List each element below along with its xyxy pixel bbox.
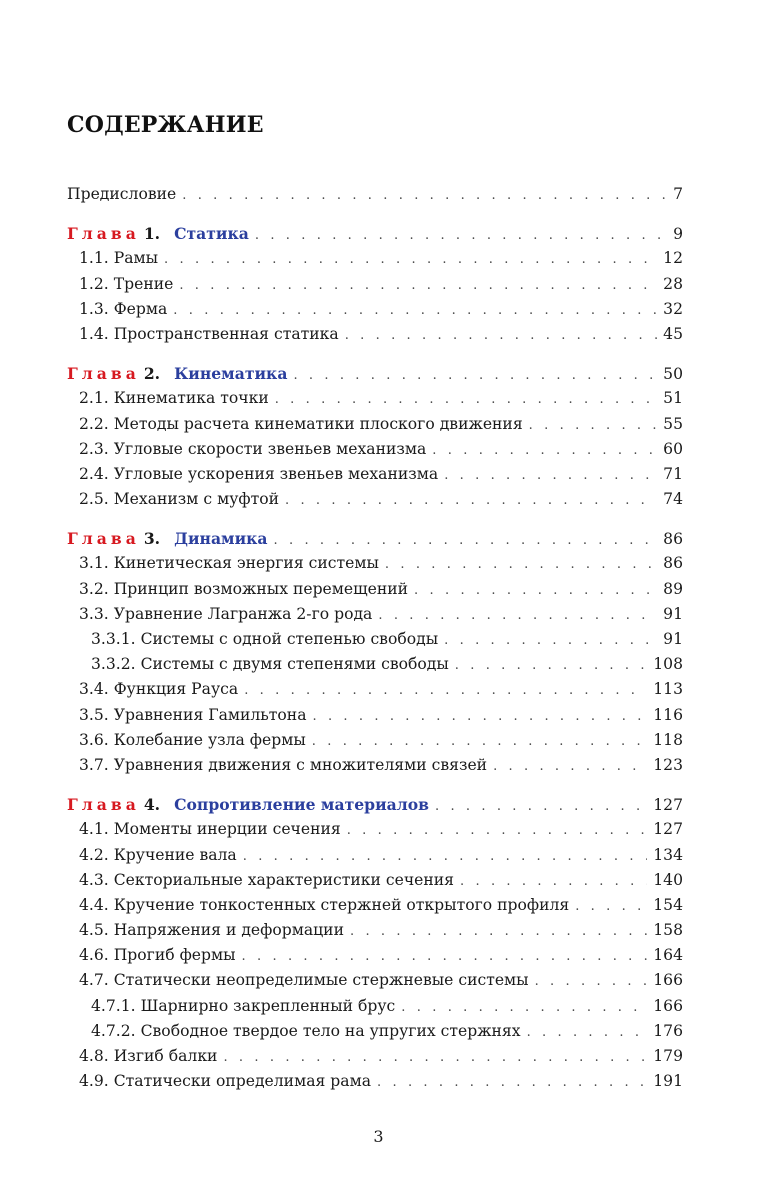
dot-leader bbox=[414, 583, 657, 598]
dot-leader bbox=[255, 228, 667, 243]
dot-leader bbox=[350, 924, 647, 939]
toc-subsection-entry[interactable] bbox=[67, 655, 683, 680]
toc-entry-label: 2.3. Угловые скорости звеньев механизма bbox=[79, 439, 427, 458]
toc-entry-label: 4.2. Кручение вала bbox=[79, 845, 237, 864]
toc-entry-label: 2.2. Методы расчета кинематики плоского движения bbox=[79, 414, 523, 433]
dot-leader bbox=[529, 418, 657, 433]
toc-entry-label: 2.1. Кинематика точки bbox=[79, 389, 269, 408]
toc-section-entry[interactable] bbox=[67, 325, 683, 350]
toc-section-entry[interactable] bbox=[67, 680, 683, 705]
toc-page-number: 134 bbox=[653, 845, 683, 864]
page-number: 3 bbox=[373, 1127, 384, 1146]
toc-page-number: 140 bbox=[653, 870, 683, 889]
toc-subsection-entry[interactable] bbox=[67, 997, 683, 1022]
toc-section-entry[interactable] bbox=[67, 1072, 683, 1097]
toc-page-number: 127 bbox=[653, 796, 683, 815]
toc-section-entry[interactable] bbox=[67, 580, 683, 605]
toc-entry-label: 3.3. Уравнение Лагранжа 2-го рода bbox=[79, 604, 373, 623]
toc-chapter-4[interactable] bbox=[67, 795, 683, 820]
toc-section-entry[interactable] bbox=[67, 605, 683, 630]
chapters-list bbox=[67, 210, 683, 1097]
toc-page-number: 176 bbox=[653, 1021, 683, 1040]
dot-leader bbox=[378, 608, 657, 623]
toc-subsection-entry[interactable] bbox=[67, 1022, 683, 1047]
toc-entry-label: 4.7.1. Шарнирно закрепленный брус bbox=[91, 996, 396, 1015]
dot-leader bbox=[347, 823, 648, 838]
toc-page-number: 179 bbox=[653, 1047, 683, 1065]
toc-entry-label: 3.1. Кинетическая энергия системы bbox=[79, 554, 379, 573]
toc-page-number: 118 bbox=[653, 730, 683, 749]
toc-section-entry[interactable] bbox=[67, 415, 683, 440]
toc-section-entry[interactable] bbox=[67, 1047, 683, 1072]
toc-entry-label: 4.1. Моменты инерции сечения bbox=[79, 820, 341, 839]
dot-leader bbox=[385, 557, 657, 572]
toc-page-number: 154 bbox=[653, 895, 683, 914]
toc-section-entry[interactable] bbox=[67, 300, 683, 325]
dot-leader bbox=[179, 278, 657, 293]
dot-leader bbox=[444, 633, 657, 648]
toc-entry-label: 4.6. Прогиб фермы bbox=[79, 946, 236, 965]
toc-entry-label: 3.6. Колебание узла фермы bbox=[79, 730, 306, 749]
toc-page-number: 91 bbox=[663, 630, 683, 648]
dot-leader bbox=[345, 328, 657, 343]
toc-page-number: 71 bbox=[663, 464, 683, 483]
dot-leader bbox=[285, 493, 657, 508]
dot-leader bbox=[173, 303, 657, 318]
chapter-number: 2. bbox=[143, 364, 161, 384]
chapter-title: Кинематика bbox=[174, 364, 288, 384]
toc-entry-label: 4.8. Изгиб балки bbox=[79, 1047, 218, 1065]
toc-chapter-3[interactable] bbox=[67, 529, 683, 554]
section-gap bbox=[67, 781, 683, 795]
chapter-title: Сопротивление материалов bbox=[174, 795, 429, 815]
toc-page-number: 51 bbox=[663, 389, 683, 408]
dot-leader bbox=[182, 188, 667, 203]
dot-leader bbox=[432, 443, 657, 458]
toc-section-entry[interactable] bbox=[67, 871, 683, 896]
toc-page-number: 12 bbox=[663, 249, 683, 268]
dot-leader bbox=[493, 759, 647, 774]
dot-leader bbox=[527, 1025, 648, 1040]
dot-leader bbox=[313, 709, 648, 724]
toc-page-number: 127 bbox=[653, 820, 683, 839]
chapter-title: Статика bbox=[174, 224, 249, 244]
toc-entry-label: 4.3. Секториальные характеристики сечения bbox=[79, 870, 455, 889]
chapter-word: Глава bbox=[67, 529, 140, 549]
toc-section-entry[interactable] bbox=[67, 706, 683, 731]
toc-entry-label: 3.4. Функция Рауса bbox=[79, 680, 239, 699]
toc-page-number: 50 bbox=[663, 365, 683, 384]
toc-page-number: 158 bbox=[653, 921, 683, 940]
toc-subsection-entry[interactable] bbox=[67, 630, 683, 655]
toc-page-number: 116 bbox=[653, 705, 683, 724]
toc-page-number: 7 bbox=[673, 185, 683, 203]
dot-leader bbox=[444, 468, 657, 483]
toc-entry-label: 3.5. Уравнения Гамильтона bbox=[79, 705, 307, 724]
toc-section-entry[interactable] bbox=[67, 389, 683, 414]
toc-entry-label: 4.7. Статически неопределимые стержневые системы bbox=[79, 971, 529, 990]
toc-page-number: 28 bbox=[663, 274, 683, 293]
toc-entry-label: 4.7.2. Свободное твердое тело на упругих стержнях bbox=[91, 1021, 521, 1040]
section-gap bbox=[67, 210, 683, 224]
toc-page-number: 89 bbox=[663, 579, 683, 598]
dot-leader bbox=[535, 974, 648, 989]
dot-leader bbox=[223, 1050, 647, 1065]
dot-leader bbox=[275, 392, 657, 407]
toc-section-entry[interactable] bbox=[67, 554, 683, 579]
toc-page-number: 91 bbox=[663, 604, 683, 623]
chapter-number: 3. bbox=[143, 529, 161, 549]
dot-leader bbox=[455, 658, 647, 673]
toc-entry-label: 1.2. Трение bbox=[79, 274, 174, 293]
toc-section-entry[interactable] bbox=[67, 971, 683, 996]
toc-entry-label: 1.4. Пространственная статика bbox=[79, 324, 339, 343]
toc-page-number: 166 bbox=[653, 996, 683, 1015]
toc-page-number: 32 bbox=[663, 299, 683, 318]
dot-leader bbox=[401, 1000, 647, 1015]
table-of-contents bbox=[67, 185, 683, 1097]
chapter-number: 1. bbox=[143, 224, 161, 244]
toc-section-entry[interactable] bbox=[67, 846, 683, 871]
section-gap bbox=[67, 515, 683, 529]
chapter-heading bbox=[67, 529, 268, 548]
toc-entry-preface[interactable] bbox=[67, 185, 683, 210]
toc-section-entry[interactable] bbox=[67, 275, 683, 300]
toc-page-number: 74 bbox=[663, 490, 683, 509]
toc-entry-label: 4.5. Напряжения и деформации bbox=[79, 921, 344, 940]
dot-leader bbox=[312, 734, 647, 749]
toc-page-number: 108 bbox=[653, 655, 683, 674]
chapter-heading bbox=[67, 364, 287, 383]
toc-entry-label: 2.4. Угловые ускорения звеньев механизма bbox=[79, 464, 439, 483]
toc-entry-label: 3.7. Уравнения движения с множителями связей bbox=[79, 755, 488, 774]
toc-chapter-1[interactable] bbox=[67, 224, 683, 249]
toc-entry-label: Предисловие bbox=[67, 185, 177, 203]
dot-leader bbox=[242, 949, 648, 964]
chapter-word: Глава bbox=[67, 795, 140, 815]
chapter-number: 4. bbox=[143, 795, 161, 815]
toc-entry-label: 4.4. Кручение тонкостенных стержней открытого профиля bbox=[79, 895, 570, 914]
dot-leader bbox=[460, 874, 647, 889]
toc-page-number: 123 bbox=[653, 755, 683, 774]
chapter-heading bbox=[67, 224, 249, 243]
toc-section-entry[interactable] bbox=[67, 921, 683, 946]
toc-entry-label: 2.5. Механизм с муфтой bbox=[79, 490, 279, 509]
toc-entry-label: 1.1. Рамы bbox=[79, 249, 159, 268]
toc-entry-label: 3.3.1. Системы с одной степенью свободы bbox=[91, 630, 439, 648]
dot-leader bbox=[244, 683, 647, 698]
toc-page-number: 55 bbox=[663, 414, 683, 433]
page-title: СОДЕРЖАНИЕ bbox=[67, 112, 264, 138]
toc-section-entry[interactable] bbox=[67, 440, 683, 465]
dot-leader bbox=[164, 252, 657, 267]
toc-page-number: 86 bbox=[663, 530, 683, 549]
toc-section-entry[interactable] bbox=[67, 249, 683, 274]
chapter-heading bbox=[67, 795, 429, 814]
dot-leader bbox=[274, 533, 658, 548]
toc-page-number: 191 bbox=[653, 1072, 683, 1091]
toc-page-number: 60 bbox=[663, 439, 683, 458]
toc-section-entry[interactable] bbox=[67, 490, 683, 515]
toc-page-number: 166 bbox=[653, 971, 683, 990]
toc-page-number: 45 bbox=[663, 324, 683, 343]
toc-chapter-2[interactable] bbox=[67, 364, 683, 389]
toc-section-entry[interactable] bbox=[67, 820, 683, 845]
dot-leader bbox=[435, 799, 647, 814]
chapter-title: Динамика bbox=[174, 529, 268, 549]
chapter-word: Глава bbox=[67, 224, 140, 244]
toc-entry-label: 1.3. Ферма bbox=[79, 299, 168, 318]
toc-page-number: 86 bbox=[663, 554, 683, 573]
toc-section-entry[interactable] bbox=[67, 756, 683, 781]
section-gap bbox=[67, 350, 683, 364]
dot-leader bbox=[377, 1075, 647, 1090]
dot-leader bbox=[575, 899, 647, 914]
toc-entry-label: 4.9. Статически определимая рама bbox=[79, 1072, 372, 1091]
toc-entry-label: 3.3.2. Системы с двумя степенями свободы bbox=[91, 655, 449, 674]
toc-section-entry[interactable] bbox=[67, 731, 683, 756]
chapter-word: Глава bbox=[67, 364, 140, 384]
toc-section-entry[interactable] bbox=[67, 896, 683, 921]
toc-section-entry[interactable] bbox=[67, 946, 683, 971]
dot-leader bbox=[293, 368, 657, 383]
dot-leader bbox=[243, 849, 648, 864]
toc-section-entry[interactable] bbox=[67, 465, 683, 490]
toc-entry-label: 3.2. Принцип возможных перемещений bbox=[79, 579, 409, 598]
toc-page-number: 164 bbox=[653, 946, 683, 965]
toc-page-number: 9 bbox=[673, 225, 683, 244]
toc-page-number: 113 bbox=[653, 680, 683, 699]
